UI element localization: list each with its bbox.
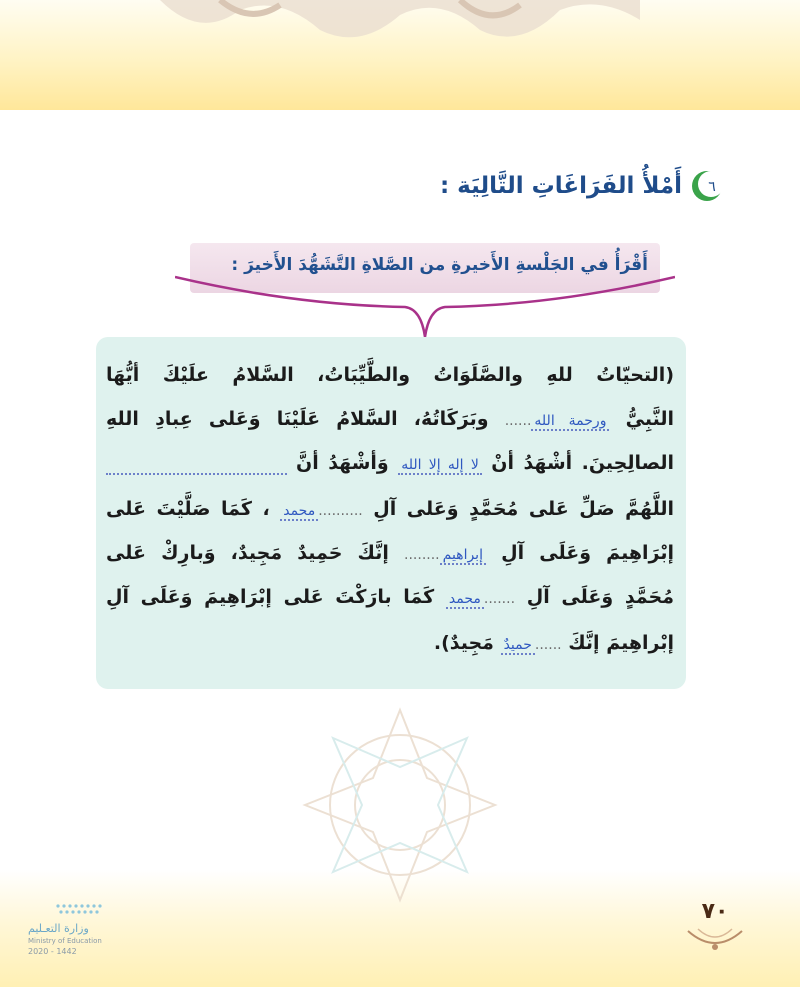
top-ornament bbox=[160, 0, 640, 40]
line4-end: ، كَمَا صَلَّيْتَ عَلى bbox=[106, 498, 270, 520]
line4-dots: .......... bbox=[318, 503, 363, 519]
text-line-1 bbox=[106, 359, 674, 391]
text-line-3 bbox=[106, 447, 674, 479]
ministry-name: وزارة التعـليم bbox=[28, 922, 89, 935]
line2-dots: ...... bbox=[504, 413, 532, 429]
line2-end: وبَرَكَاتُهُ، السَّلامُ عَلَيْنَا وَعَلى عِبادِ اللهِ bbox=[106, 408, 489, 430]
ministry-name-english: Ministry of Education bbox=[28, 937, 102, 945]
exercise-heading bbox=[440, 168, 724, 204]
blank-answer-6[interactable]: محمد bbox=[446, 591, 484, 609]
text-line-5 bbox=[106, 537, 674, 569]
line3-start: الصالِحِينَ. أشْهَدُ أنْ bbox=[491, 452, 675, 474]
crescent-number-icon bbox=[690, 169, 724, 203]
blank-answer-4[interactable]: محمد bbox=[280, 503, 318, 521]
page-number-ornament bbox=[686, 925, 744, 955]
line6-dots: ....... bbox=[483, 591, 516, 607]
line5-end: إنَّكَ حَمِيدٌ مَجِيدٌ، وَبارِكْ عَلى bbox=[106, 542, 389, 564]
page-number-badge bbox=[680, 895, 750, 955]
instruction-speech-tail bbox=[175, 275, 675, 345]
line5-start: إبْرَاهِيمَ وَعَلَى آلِ bbox=[501, 542, 674, 564]
ministry-year: 2020 - 1442 bbox=[28, 947, 77, 956]
line7-start: إبْراهِيمَ إنَّكَ bbox=[568, 632, 674, 654]
line6-start: مُحَمَّدٍ وَعَلَى آلِ bbox=[526, 586, 675, 608]
text-line-6 bbox=[106, 581, 674, 613]
page-number: ٧٠ bbox=[701, 899, 729, 924]
exercise-number: ٦ bbox=[708, 179, 716, 195]
blank-answer-3-line[interactable] bbox=[106, 457, 287, 475]
ministry-logo bbox=[18, 900, 128, 962]
blank-answer-5[interactable]: إبراهيم bbox=[440, 547, 486, 565]
instruction-text: أَقْرَأُ في الجَلْسةِ الأَخيرةِ من الصَّلاةِ التَّشَهُّدَ الأَخيرَ : bbox=[231, 255, 648, 275]
text-line-4 bbox=[106, 493, 674, 525]
line7-end: مَجِيدٌ). bbox=[433, 632, 494, 654]
line5-dots: ........ bbox=[404, 547, 440, 563]
exercise-title: أَمْلأُ الفَرَاغَاتِ التَّالِيَة : bbox=[439, 173, 682, 199]
background-rosette-ornament bbox=[270, 690, 530, 920]
ministry-dots-icon bbox=[48, 900, 128, 920]
line6-end: كَمَا بارَكْتَ عَلى إبْرَاهِيمَ وَعَلَى آلِ bbox=[106, 586, 435, 608]
line1-text: (التحيّاتُ للهِ والصَّلَوَاتُ والطَّيِّبَاتُ، السَّلامُ علَيْكَ أيُّهَا bbox=[106, 364, 674, 386]
line4-start: اللَّهُمَّ صَلِّ عَلى مُحَمَّدٍ وَعَلى آلِ bbox=[373, 498, 674, 520]
line3-end: وَأشْهَدُ أنَّ bbox=[296, 452, 389, 474]
text-line-7 bbox=[106, 627, 674, 659]
tashahhud-text-box bbox=[96, 337, 686, 689]
blank-answer-7[interactable]: حميدٌ bbox=[501, 637, 535, 655]
blank-answer-1[interactable]: ورحمة الله bbox=[531, 413, 609, 431]
line2-start: النَّبِيُّ bbox=[625, 408, 674, 430]
blank-answer-2[interactable]: لا إله إلا الله bbox=[398, 457, 482, 475]
line7-dots: ...... bbox=[534, 637, 562, 653]
text-line-2 bbox=[106, 403, 674, 435]
